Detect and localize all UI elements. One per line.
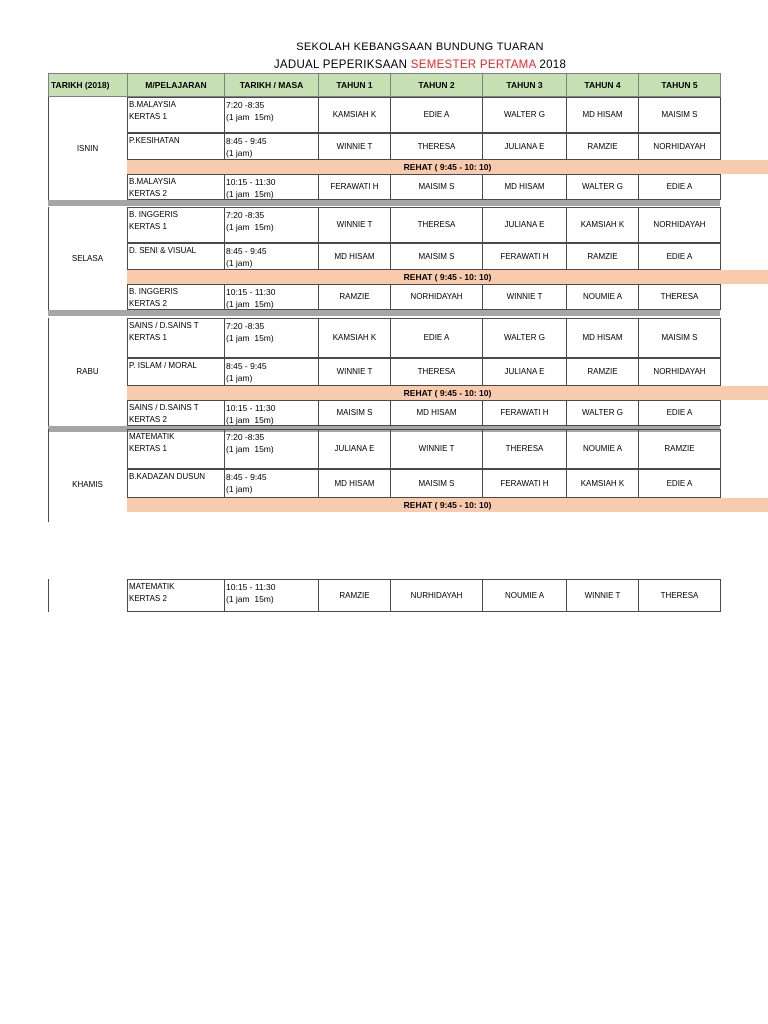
invigilator-cell: WALTER G: [482, 318, 567, 358]
invigilator-cell: JULIANA E: [482, 358, 567, 386]
break-row: REHAT ( 9:45 - 10: 10): [127, 498, 768, 512]
invigilator-cell: WINNIE T: [482, 284, 567, 310]
schedule-title: [0, 59, 768, 71]
time-cell: 8:45 - 9:45 (1 jam): [224, 358, 319, 386]
title-prefix: JADUAL PEPERIKSAAN: [273, 59, 411, 71]
invigilator-cell: EDIE A: [638, 400, 721, 426]
day-separator: [48, 200, 720, 206]
subject-cell: B.MALAYSIA KERTAS 1: [127, 97, 225, 133]
invigilator-cell: THERESA: [390, 207, 483, 243]
time-cell: 8:45 - 9:45 (1 jam): [224, 469, 319, 498]
invigilator-cell: WINNIE T: [566, 579, 639, 612]
subject-cell: MATEMATIK KERTAS 2: [127, 579, 225, 612]
invigilator-cell: MAISIM S: [318, 400, 391, 426]
invigilator-cell: RAMZIE: [566, 358, 639, 386]
invigilator-cell: MAISIM S: [390, 243, 483, 270]
invigilator-cell: RAMZIE: [318, 579, 391, 612]
invigilator-cell: MAISIM S: [390, 469, 483, 498]
invigilator-cell: NORHIDAYAH: [638, 207, 721, 243]
column-header: M/PELAJARAN: [127, 73, 225, 97]
invigilator-cell: THERESA: [638, 579, 721, 612]
day-label: RABU: [76, 367, 99, 376]
subject-cell: B.KADAZAN DUSUN: [127, 469, 225, 498]
invigilator-cell: FERAWATI H: [318, 174, 391, 200]
time-cell: 8:45 - 9:45 (1 jam): [224, 133, 319, 160]
day-column-border: [48, 579, 49, 612]
break-row: REHAT ( 9:45 - 10: 10): [127, 160, 768, 174]
day-label: ISNIN: [76, 143, 99, 153]
school-name: SEKOLAH KEBANGSAAN BUNDUNG TUARAN: [296, 41, 544, 53]
day-label: KHAMIS: [72, 480, 103, 489]
invigilator-cell: WALTER G: [566, 174, 639, 200]
invigilator-cell: EDIE A: [638, 243, 721, 270]
invigilator-cell: JULIANA E: [318, 429, 391, 469]
time-cell: 10:15 - 11:30 (1 jam 15m): [224, 400, 319, 426]
break-row: REHAT ( 9:45 - 10: 10): [127, 386, 768, 400]
invigilator-cell: EDIE A: [390, 97, 483, 133]
subject-cell: SAINS / D.SAINS T KERTAS 1: [127, 318, 225, 358]
subject-cell: P.KESIHATAN: [127, 133, 225, 160]
time-cell: 10:15 - 11:30 (1 jam 15m): [224, 174, 319, 200]
subject-cell: B. INGGERIS KERTAS 1: [127, 207, 225, 243]
subject-cell: SAINS / D.SAINS T KERTAS 2: [127, 400, 225, 426]
day-separator: [48, 310, 720, 316]
invigilator-cell: JULIANA E: [482, 207, 567, 243]
column-header: TAHUN 1: [318, 73, 391, 97]
title-highlight: SEMESTER PERTAMA: [410, 59, 536, 71]
invigilator-cell: NURHIDAYAH: [390, 579, 483, 612]
title-suffix: 2018: [535, 59, 567, 71]
invigilator-cell: NORHIDAYAH: [638, 358, 721, 386]
column-header: TAHUN 2: [390, 73, 483, 97]
invigilator-cell: MD HISAM: [566, 318, 639, 358]
invigilator-cell: NORHIDAYAH: [390, 284, 483, 310]
invigilator-cell: EDIE A: [638, 469, 721, 498]
invigilator-cell: FERAWATI H: [482, 400, 567, 426]
invigilator-cell: EDIE A: [390, 318, 483, 358]
time-cell: 10:15 - 11:30 (1 jam 15m): [224, 284, 319, 310]
invigilator-cell: FERAWATI H: [482, 469, 567, 498]
invigilator-cell: WALTER G: [566, 400, 639, 426]
column-header: TARIKH / MASA: [224, 73, 319, 97]
column-header: TARIKH (2018): [48, 73, 128, 97]
day-label: SELASA: [71, 253, 104, 263]
invigilator-cell: NORHIDAYAH: [638, 133, 721, 160]
invigilator-cell: MAISIM S: [638, 318, 721, 358]
invigilator-cell: MD HISAM: [390, 400, 483, 426]
time-cell: 7:20 -8:35 (1 jam 15m): [224, 207, 319, 243]
time-cell: 7:20 -8:35 (1 jam 15m): [224, 318, 319, 358]
invigilator-cell: THERESA: [638, 284, 721, 310]
invigilator-cell: WINNIE T: [318, 358, 391, 386]
invigilator-cell: THERESA: [482, 429, 567, 469]
invigilator-cell: MD HISAM: [318, 243, 391, 270]
time-cell: 7:20 -8:35 (1 jam 15m): [224, 429, 319, 469]
subject-cell: MATEMATIK KERTAS 1: [127, 429, 225, 469]
invigilator-cell: THERESA: [390, 133, 483, 160]
invigilator-cell: MD HISAM: [482, 174, 567, 200]
invigilator-cell: MD HISAM: [318, 469, 391, 498]
invigilator-cell: EDIE A: [638, 174, 721, 200]
time-cell: 10:15 - 11:30 (1 jam 15m): [224, 579, 319, 612]
invigilator-cell: RAMZIE: [566, 243, 639, 270]
time-cell: 8:45 - 9:45 (1 jam): [224, 243, 319, 270]
invigilator-cell: NOUMIE A: [482, 579, 567, 612]
subject-cell: D. SENI & VISUAL: [127, 243, 225, 270]
subject-cell: B.MALAYSIA KERTAS 2: [127, 174, 225, 200]
invigilator-cell: MD HISAM: [566, 97, 639, 133]
invigilator-cell: KAMSIAH K: [318, 97, 391, 133]
subject-cell: P. ISLAM / MORAL: [127, 358, 225, 386]
column-header: TAHUN 3: [482, 73, 567, 97]
break-row: REHAT ( 9:45 - 10: 10): [127, 270, 768, 284]
column-header: TAHUN 4: [566, 73, 639, 97]
time-cell: 7:20 -8:35 (1 jam 15m): [224, 97, 319, 133]
invigilator-cell: MAISIM S: [638, 97, 721, 133]
invigilator-cell: MAISIM S: [390, 174, 483, 200]
column-header: TAHUN 5: [638, 73, 721, 97]
invigilator-cell: WALTER G: [482, 97, 567, 133]
invigilator-cell: WINNIE T: [390, 429, 483, 469]
invigilator-cell: KAMSIAH K: [566, 469, 639, 498]
invigilator-cell: THERESA: [390, 358, 483, 386]
invigilator-cell: RAMZIE: [318, 284, 391, 310]
invigilator-cell: KAMSIAH K: [566, 207, 639, 243]
invigilator-cell: RAMZIE: [566, 133, 639, 160]
invigilator-cell: FERAWATI H: [482, 243, 567, 270]
invigilator-cell: NOUMIE A: [566, 284, 639, 310]
invigilator-cell: WINNIE T: [318, 207, 391, 243]
subject-cell: B. INGGERIS KERTAS 2: [127, 284, 225, 310]
invigilator-cell: KAMSIAH K: [318, 318, 391, 358]
invigilator-cell: RAMZIE: [638, 429, 721, 469]
invigilator-cell: NOUMIE A: [566, 429, 639, 469]
invigilator-cell: JULIANA E: [482, 133, 567, 160]
invigilator-cell: WINNIE T: [318, 133, 391, 160]
